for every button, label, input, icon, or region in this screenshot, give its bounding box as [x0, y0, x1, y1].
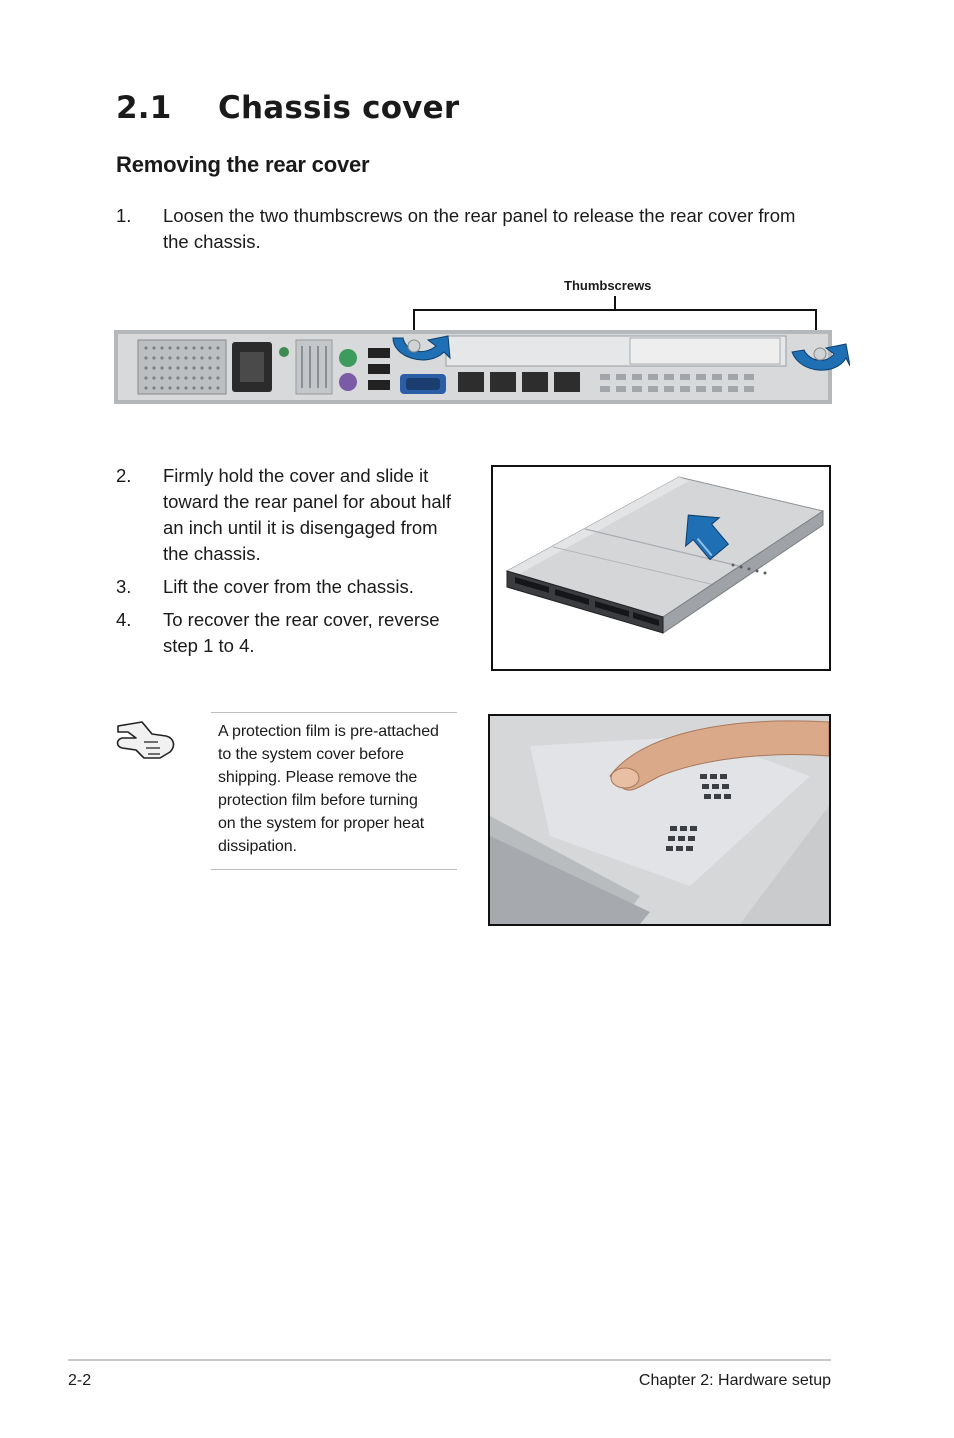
lan-port — [490, 372, 516, 392]
note-line: dissipation. — [218, 838, 297, 855]
step-text-line: step 1 to 4. — [163, 635, 255, 656]
note-line: shipping. Please remove the — [218, 769, 418, 786]
step-text-line: To recover the rear cover, reverse — [163, 609, 440, 630]
lan-port — [554, 372, 580, 392]
step-number: 3. — [116, 576, 132, 597]
step-number: 1. — [116, 205, 132, 226]
step-text-line: an inch until it is disengaged from — [163, 517, 438, 538]
server-slide-figure — [491, 465, 831, 671]
section-number: 2.1 — [116, 90, 172, 126]
step-text-line: Lift the cover from the chassis. — [163, 576, 414, 597]
step-text-line: the chassis. — [163, 231, 261, 252]
lan-port — [522, 372, 548, 392]
rear-panel-figure — [110, 296, 850, 412]
usb-port — [368, 364, 390, 374]
ps2-keyboard-port — [339, 373, 357, 391]
footer-chapter: Chapter 2: Hardware setup — [638, 1372, 831, 1389]
note-line: on the system for proper heat — [218, 815, 425, 832]
thumbscrews-callout-label: Thumbscrews — [564, 278, 652, 293]
protection-film-illustration — [490, 716, 829, 924]
note-line: protection film before turning — [218, 792, 418, 809]
step-text-line: the chassis. — [163, 543, 261, 564]
step-3 — [116, 574, 476, 600]
protection-film-figure — [488, 714, 831, 926]
step-4 — [116, 607, 476, 659]
lan-port — [458, 372, 484, 392]
subsection-title: Removing the rear cover — [116, 152, 370, 177]
section-title — [116, 90, 459, 126]
note-line: to the system cover before — [218, 746, 404, 763]
step-text-line: Loosen the two thumbscrews on the rear panel to release the rear cover from — [163, 205, 796, 226]
ps2-mouse-port — [339, 349, 357, 367]
note-line: A protection film is pre-attached — [218, 723, 439, 740]
step-1 — [116, 203, 846, 255]
psu-vent — [138, 340, 226, 394]
step-text-line: Firmly hold the cover and slide it — [163, 465, 429, 486]
usb-port — [368, 348, 390, 358]
step-number: 2. — [116, 465, 132, 486]
note-text — [218, 720, 460, 858]
footer-divider — [68, 1359, 831, 1361]
server-illustration — [493, 467, 829, 669]
usb-port — [368, 380, 390, 390]
step-text-line: toward the rear panel for about half — [163, 491, 451, 512]
footer-page-number: 2-2 — [68, 1372, 92, 1389]
step-number: 4. — [116, 609, 132, 630]
pointing-hand-icon — [114, 712, 178, 762]
section-title-text: Chassis cover — [218, 90, 460, 126]
step-2 — [116, 463, 476, 567]
note-box — [211, 712, 457, 870]
